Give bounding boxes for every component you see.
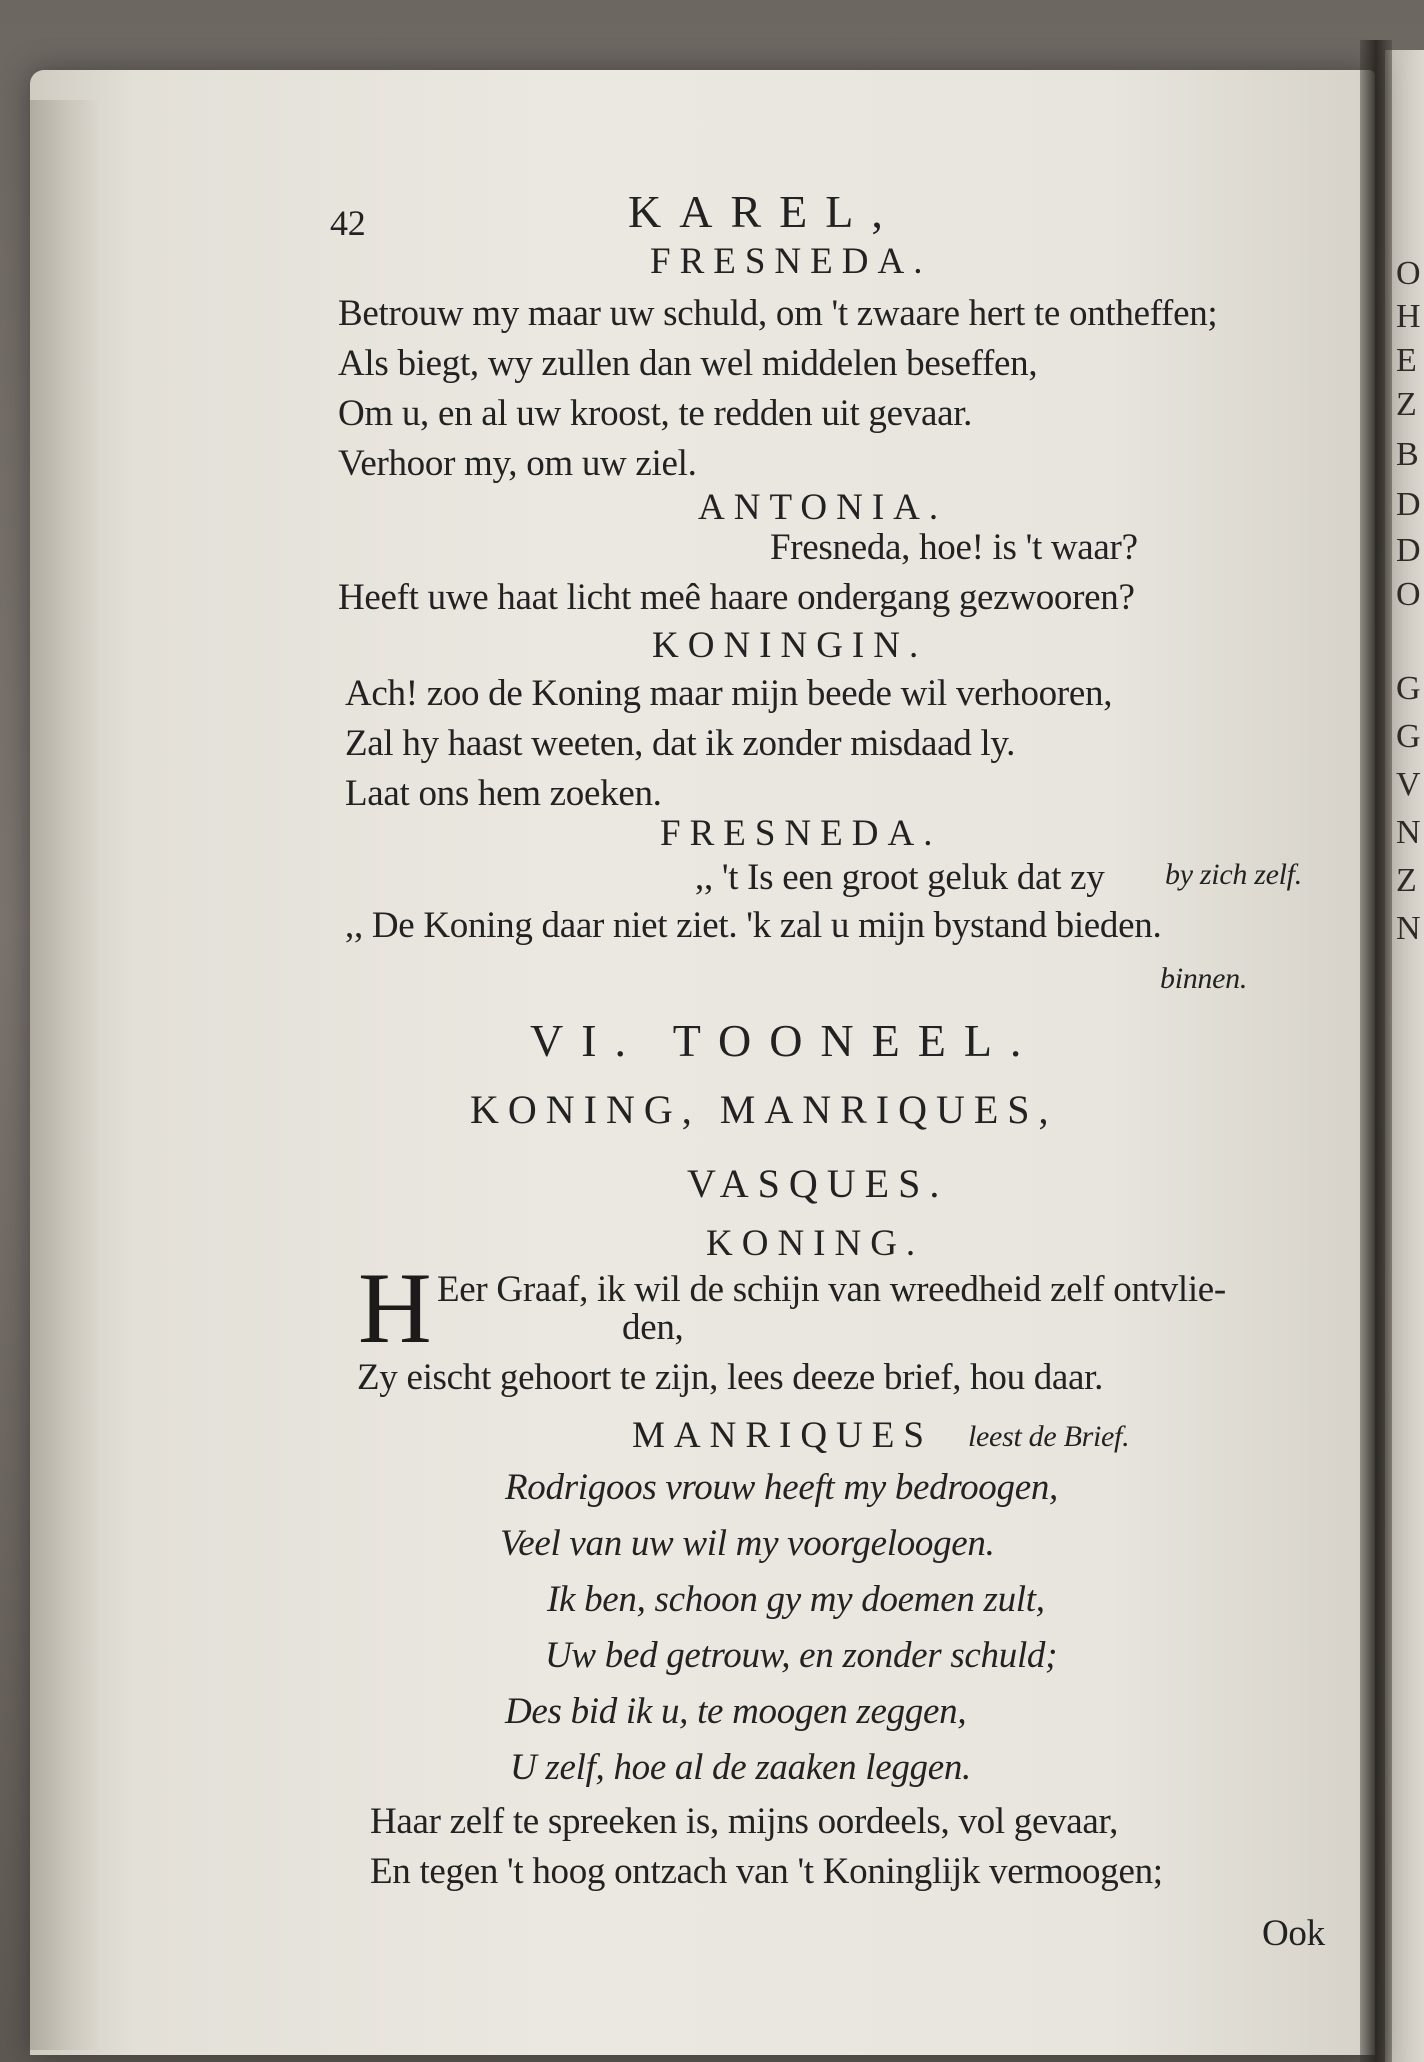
letter-line: Veel van uw wil my voorgeloogen. <box>500 1523 995 1564</box>
edge-letter: N <box>1396 910 1421 947</box>
running-head: KAREL, <box>628 186 901 237</box>
verse-line: Verhoor my, om uw ziel. <box>338 443 697 484</box>
letter-line: U zelf, hoe al de zaaken leggen. <box>510 1747 971 1788</box>
speaker-name: ANTONIA. <box>698 487 948 528</box>
verse-line: Als biegt, wy zullen dan wel middelen beseffen, <box>338 343 1038 384</box>
verse-line: Zal hy haast weeten, dat ik zonder misdaad ly. <box>345 723 1016 764</box>
characters-heading: KONING, MANRIQUES, <box>470 1087 1058 1132</box>
edge-letter: N <box>1396 814 1421 851</box>
verse-line: Om u, en al uw kroost, te redden uit gevaar. <box>338 393 973 434</box>
characters-heading: VASQUES. <box>687 1161 949 1206</box>
drop-cap: H <box>358 1252 432 1365</box>
stage-direction: leest de Brief. <box>968 1420 1130 1453</box>
catchword: Ook <box>1262 1913 1325 1954</box>
verse-line: ,, De Koning daar niet ziet. 'k zal u mijn bystand bieden. <box>345 905 1162 946</box>
letter-line: Ik ben, schoon gy my doemen zult, <box>547 1579 1045 1620</box>
verse-line: Fresneda, hoe! is 't waar? <box>770 527 1138 568</box>
verse-line: Zy eischt gehoort te zijn, lees deeze brief, hou daar. <box>357 1357 1104 1398</box>
letter-line: Rodrigoos vrouw heeft my bedroogen, <box>505 1467 1058 1508</box>
speaker-name: KONING. <box>706 1223 925 1264</box>
scene-heading: VI. TOONEEL. <box>530 1015 1040 1066</box>
edge-letter: V <box>1396 766 1421 803</box>
verse-line: Laat ons hem zoeken. <box>345 773 662 814</box>
edge-letter: G <box>1396 718 1421 755</box>
edge-letter: O <box>1396 255 1421 292</box>
edge-letter: H <box>1396 298 1421 335</box>
verse-line: Haar zelf te spreeken is, mijns oordeels, vol gevaar, <box>370 1801 1119 1842</box>
verse-line: den, <box>622 1307 684 1348</box>
speaker-name: FRESNEDA. <box>650 241 932 282</box>
letter-line: Des bid ik u, te moogen zeggen, <box>505 1691 967 1732</box>
letter-line: Uw bed getrouw, en zonder schuld; <box>545 1635 1058 1676</box>
stage-direction: binnen. <box>1160 962 1248 995</box>
speaker-name: FRESNEDA. <box>660 813 942 854</box>
page-number: 42 <box>330 203 366 243</box>
verse-line: Betrouw my maar uw schuld, om 't zwaare hert te ontheffen; <box>338 293 1218 334</box>
speaker-name: KONINGIN. <box>652 625 928 666</box>
verse-line: Eer Graaf, ik wil de schijn van wreedheid zelf ontvlie- <box>437 1269 1226 1310</box>
edge-letter: D <box>1396 532 1421 569</box>
edge-letter: D <box>1396 486 1421 523</box>
edge-letter: O <box>1396 576 1421 613</box>
verse-line: Heeft uwe haat licht meê haare ondergang gezwooren? <box>338 577 1135 618</box>
stage-direction: by zich zelf. <box>1165 858 1302 891</box>
verse-line: En tegen 't hoog ontzach van 't Koninglijk vermoogen; <box>370 1851 1163 1892</box>
verse-line: ,, 't Is een groot geluk dat zy <box>695 857 1105 898</box>
speaker-name: MANRIQUES <box>632 1415 933 1456</box>
edge-letter: E <box>1396 342 1417 379</box>
edge-letter: Z <box>1396 862 1417 899</box>
edge-letter: G <box>1396 670 1421 707</box>
verse-line: Ach! zoo de Koning maar mijn beede wil verhooren, <box>345 673 1113 714</box>
edge-letter: Z <box>1396 386 1417 423</box>
edge-letter: B <box>1396 436 1419 473</box>
